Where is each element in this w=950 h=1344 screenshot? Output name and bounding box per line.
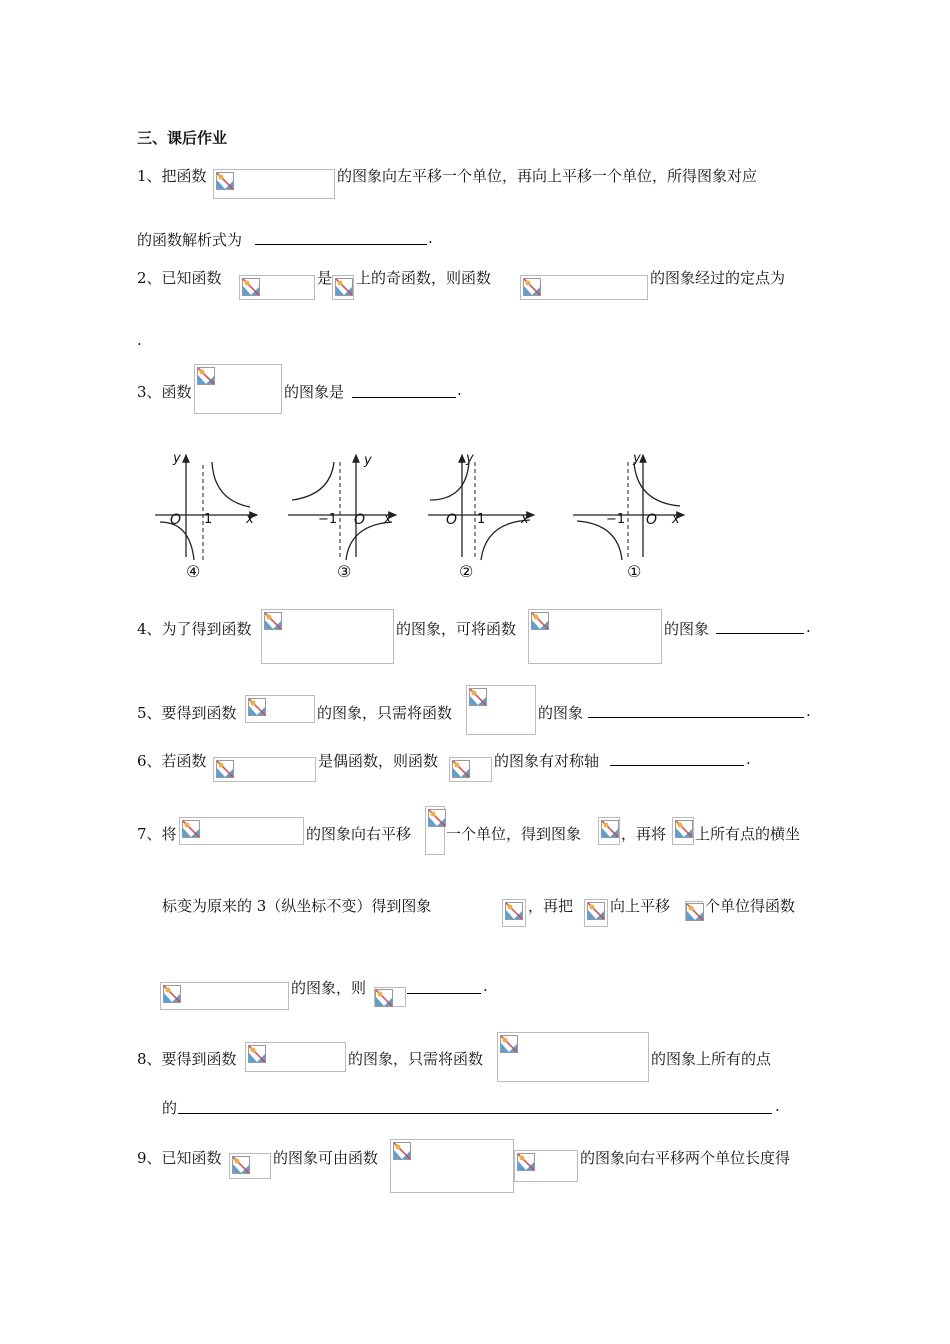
answer-blank[interactable] [716,633,804,634]
formula-image [374,987,406,1007]
q7-text-g: ，再把 [528,897,574,915]
q1-text-c: 的函数解析式为 [137,231,243,249]
graph-2-label: ② [459,562,474,581]
answer-blank[interactable] [178,1113,772,1114]
graph-3-origin: O [354,512,366,528]
q8-text-b: 的图象，只需将函数 [348,1050,484,1068]
q1-text-b: 的图象向左平移一个单位，再向上平移一个单位，所得图象对应 [337,167,758,185]
q5-text-c: 的图象 [538,704,584,722]
q5-text-b: 的图象，只需将函数 [317,704,453,722]
q2-text-a: 2、已知函数 [137,269,222,287]
graph-3-y-label: y [364,453,372,468]
formula-image [497,1032,649,1082]
formula-image [390,1139,514,1193]
q7-text-h: 向上平移 [610,897,671,915]
formula-image [502,899,526,927]
q7-text-b: 的图象向右平移 [306,825,412,843]
answer-blank[interactable] [407,993,481,994]
broken-image-icon [182,820,200,838]
q4-text-a: 4、为了得到函数 [137,620,252,638]
broken-image-icon [452,760,470,778]
broken-image-icon [469,688,487,706]
formula-image [514,1150,578,1182]
broken-image-icon [393,1142,411,1160]
q2-text-b: 是 [317,269,333,287]
graph-1-tick: −1 [606,512,626,527]
formula-image [466,685,536,735]
q2-text-d: 的图象经过的定点为 [650,269,786,287]
graph-3-tick: −1 [318,512,338,527]
graph-4-tick: 1 [204,512,213,527]
graph-4-x-label: x [246,512,254,527]
formula-image [160,982,289,1010]
formula-image [685,901,703,921]
answer-blank[interactable] [610,765,744,766]
formula-image [528,609,662,664]
graph-4-label: ④ [186,562,201,581]
formula-image [449,757,492,782]
q7-text-j: 的图象，则 [291,979,367,997]
graph-3-label: ③ [337,562,352,581]
q6-text-d: . [746,750,751,768]
q3-text-a: 3、函数 [137,383,192,401]
graph-1-x-label: x [672,512,680,527]
formula-image [584,899,608,927]
graph-1-y-label: y [633,451,641,466]
formula-image [245,695,315,723]
q8-text-d: 的 [162,1099,178,1117]
answer-blank[interactable] [588,717,804,718]
formula-image [598,817,620,845]
q7-text-c: 一个单位，得到图象 [446,825,582,843]
q8-text-a: 8、要得到函数 [137,1050,237,1068]
q1-text-d: . [428,229,433,247]
q7-text-f: 标变为原来的 3（纵坐标不变）得到图象 [162,897,432,915]
q2-text-e: . [137,331,142,349]
broken-image-icon [601,820,619,838]
graph-2-origin: O [446,512,458,528]
q4-text-b: 的图象，可将函数 [396,620,517,638]
broken-image-icon [505,902,523,920]
q7-text-i: 个单位得函数 [705,897,796,915]
formula-image [261,609,394,664]
broken-image-icon [587,902,605,920]
q8-text-e: . [775,1097,780,1115]
graph-3 [288,455,396,560]
q7-text-d: ，再将 [621,825,667,843]
graph-2-y-label: y [466,451,474,466]
graph-4-origin: O [170,512,182,528]
q6-text-b: 是偶函数，则函数 [318,752,439,770]
broken-image-icon [531,612,549,630]
broken-image-icon [517,1153,535,1171]
q6-text-a: 6、若函数 [137,752,207,770]
broken-image-icon [232,1156,250,1174]
q5-text-a: 5、要得到函数 [137,704,237,722]
graph-2-tick: 1 [477,512,486,527]
q4-text-d: . [806,618,811,636]
formula-image [213,757,316,782]
broken-image-icon [686,903,704,921]
graph-3-x-label: x [384,512,392,527]
q6-text-c: 的图象有对称轴 [494,752,600,770]
q9-text-a: 9、已知函数 [137,1149,222,1167]
broken-image-icon [375,989,393,1007]
graph-1-label: ① [627,562,642,581]
broken-image-icon [216,760,234,778]
formula-image [672,817,694,845]
formula-image [179,817,304,845]
q7-text-k: . [483,977,488,995]
broken-image-icon [428,809,446,827]
q3-text-c: . [457,381,462,399]
q7-text-e: 上所有点的横坐 [695,825,801,843]
broken-image-icon [163,985,181,1003]
broken-image-icon [248,698,266,716]
graph-4 [155,455,257,560]
graph-2 [428,455,534,560]
broken-image-icon [675,820,693,838]
section-title: 三、课后作业 [137,129,228,147]
formula-image [229,1153,271,1179]
graph-4-y-label: y [173,451,181,466]
formula-image [425,806,445,855]
broken-image-icon [248,1045,266,1063]
q3-text-b: 的图象是 [284,383,345,401]
q3-graphs [0,0,950,600]
q8-text-c: 的图象上所有的点 [651,1050,772,1068]
q5-text-d: . [806,702,811,720]
broken-image-icon [264,612,282,630]
graph-1-origin: O [646,512,658,528]
q7-text-a: 7、将 [137,825,177,843]
q4-text-c: 的图象 [664,620,710,638]
broken-image-icon [500,1035,518,1053]
q9-text-b: 的图象可由函数 [273,1149,379,1167]
graph-2-x-label: x [521,512,529,527]
q9-text-c: 的图象向右平移两个单位长度得 [580,1149,791,1167]
formula-image [245,1042,346,1072]
q2-text-c: 上的奇函数，则函数 [356,269,492,287]
q1-text-a: 1、把函数 [137,167,207,185]
graph-1 [573,455,684,560]
